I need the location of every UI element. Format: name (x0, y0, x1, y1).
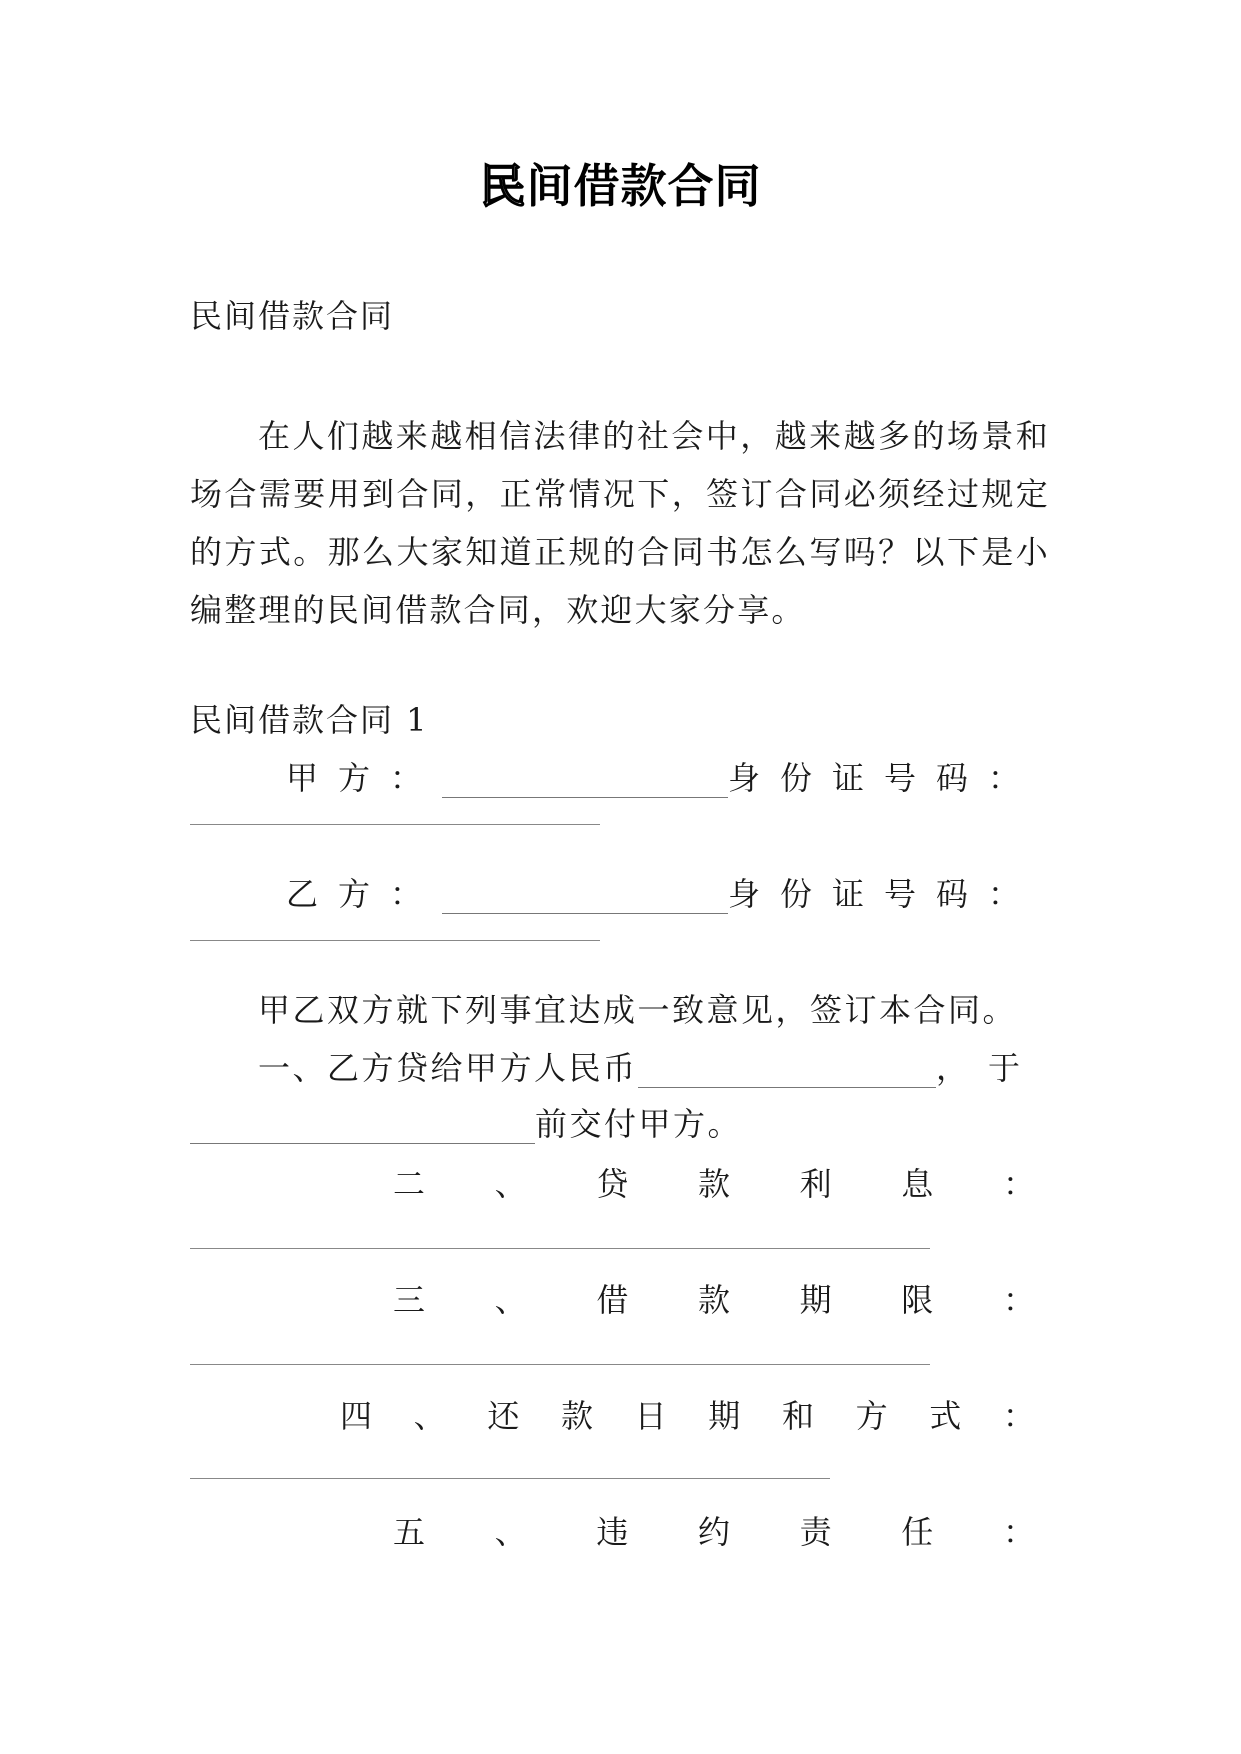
party-b-label: 乙方： (286, 875, 443, 913)
repayment-blank[interactable] (190, 1478, 830, 1479)
loan-amount-blank[interactable] (638, 1057, 936, 1088)
clause-4-char: ： (1002, 1397, 1035, 1435)
clause-5-char: ： (1002, 1513, 1035, 1551)
clause-4-char: 款 (560, 1397, 593, 1435)
clause-4-char: 方 (855, 1397, 888, 1435)
clause-3-char: 三 (393, 1281, 426, 1319)
party-a-id-label: 身份证号码： (727, 759, 1040, 797)
document-subtitle: 民间借款合同 (190, 297, 395, 335)
clause-3-char: 、 (494, 1281, 527, 1319)
clause-2-char: 二 (393, 1165, 426, 1203)
clause-5-char: 责 (799, 1513, 832, 1551)
clause-2-char: ： (1002, 1165, 1035, 1203)
agreement-line: 甲乙双方就下列事宜达成一致意见，签订本合同。 (258, 991, 1018, 1029)
delivery-date-blank[interactable] (190, 1113, 535, 1144)
clause-5-line (393, 1512, 1035, 1552)
clause-4-char: 期 (708, 1397, 741, 1435)
clause-3-line (393, 1280, 1035, 1320)
interest-blank[interactable] (190, 1248, 930, 1249)
party-a-label: 甲方： (286, 759, 443, 797)
clause-2-char: 款 (697, 1165, 730, 1203)
clause-1-suffix: 前交付甲方。 (535, 1105, 743, 1143)
clause-4-char: 式 (929, 1397, 962, 1435)
clause-2-char: 利 (799, 1165, 832, 1203)
party-b-line (286, 874, 1040, 914)
party-a-name-blank[interactable] (442, 767, 728, 798)
clause-4-char: 日 (634, 1397, 667, 1435)
clause-5-char: 约 (697, 1513, 730, 1551)
clause-4-char: 、 (413, 1397, 446, 1435)
clause-5-char: 任 (901, 1513, 934, 1551)
title-first-char: 民 (479, 159, 527, 213)
party-a-line (286, 758, 1040, 798)
clause-3-char: 期 (799, 1281, 832, 1319)
party-a-id-blank[interactable] (190, 824, 600, 825)
title-rest: 间借款合同 (526, 159, 762, 213)
party-b-id-blank[interactable] (190, 940, 600, 941)
clause-3-char: 限 (901, 1281, 934, 1319)
clause-2-char: 、 (494, 1165, 527, 1203)
section-heading: 民间借款合同 1 (190, 701, 429, 739)
clause-1-line (258, 1048, 1040, 1088)
clause-2-line (393, 1164, 1035, 1204)
clause-1-second-line (190, 1104, 1050, 1144)
clause-4-char: 还 (487, 1397, 520, 1435)
loan-term-blank[interactable] (190, 1364, 930, 1365)
clause-4-char: 和 (781, 1397, 814, 1435)
clause-1-prefix: 一、乙方贷给甲方人民币 (258, 1049, 638, 1087)
clause-2-char: 贷 (596, 1165, 629, 1203)
document-title (0, 150, 1241, 216)
party-b-id-label: 身份证号码： (727, 875, 1040, 913)
clause-4-line (340, 1396, 1035, 1436)
clause-3-char: ： (1002, 1281, 1035, 1319)
clause-5-char: 、 (494, 1513, 527, 1551)
clause-3-char: 款 (697, 1281, 730, 1319)
clause-4-char: 四 (340, 1397, 373, 1435)
clause-3-char: 借 (596, 1281, 629, 1319)
party-b-name-blank[interactable] (442, 883, 728, 914)
intro-paragraph: 在人们越来越相信法律的社会中，越来越多的场景和场合需要用到合同，正常情况下，签订合同必须经过规定的方式。那么大家知道正规的合同书怎么写吗？以下是小编整理的民间借款合同，欢迎大家分享。 (190, 417, 1050, 629)
clause-5-char: 违 (596, 1513, 629, 1551)
clause-2-char: 息 (901, 1165, 934, 1203)
clause-1-mid: ，于 (935, 1049, 1040, 1087)
clause-5-char: 五 (393, 1513, 426, 1551)
